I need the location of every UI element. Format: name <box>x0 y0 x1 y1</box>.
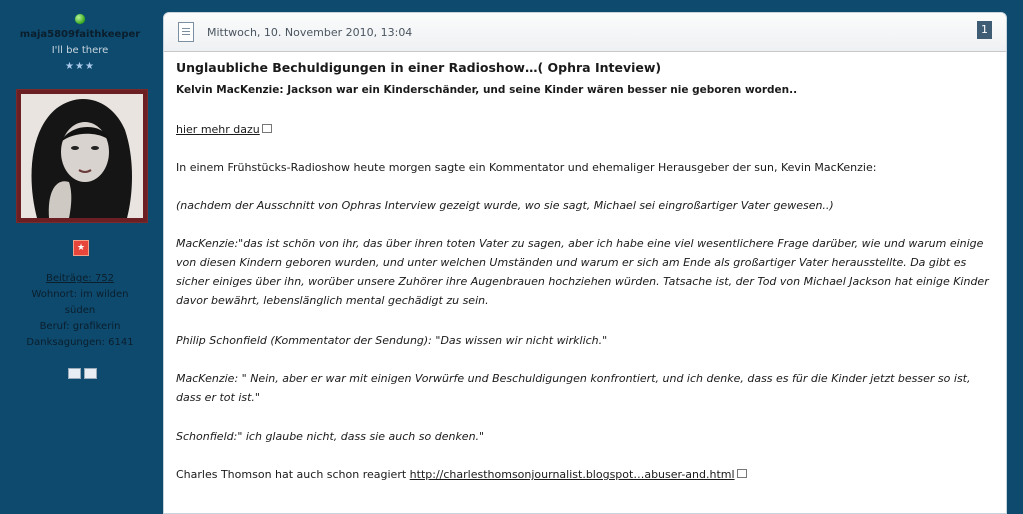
posts-count-link[interactable]: Beiträge: 752 <box>45 273 115 284</box>
paragraph-schonfield-quote: Philip Schonfield (Kommentator der Sendung): "Das wissen wir nicht wirklich." <box>176 334 608 347</box>
location-line1: Wohnort: im wilden <box>31 289 129 300</box>
paragraph-mackenzie-reply: MacKenzie: " Nein, aber er war mit einigen Vorwürfe und Beschuldigungen konfrontiert, und ich denke, dass es für die Kinder jetzt besser so ist, dass er tot ist." <box>176 372 971 404</box>
post-number-link[interactable]: 1 <box>977 21 992 39</box>
paragraph-intro: In einem Frühstücks-Radioshow heute morgen sagte ein Kommentator und ehemaliger Herausgeber der sun, Kevin MacKenzie: <box>176 161 877 174</box>
more-info-link[interactable]: hier mehr dazu <box>176 123 260 136</box>
username[interactable]: maja5809faithkeeper <box>19 29 141 40</box>
more-link-paragraph <box>176 120 991 139</box>
post-title: Unglaubliche Bechuldigungen in einer Radioshow…( Ophra Inteview) <box>176 60 662 75</box>
job: Beruf: grafikerin <box>39 321 121 332</box>
thanks-count: Danksagungen: 6141 <box>26 337 134 348</box>
paragraph-schonfield-reply: Schonfield:" ich glaube nicht, dass sie auch so denken." <box>176 430 485 443</box>
award-icon: ★ <box>73 240 89 256</box>
blog-link[interactable]: http://charlesthomsonjournalist.blogspot…abuser-and.html <box>409 468 735 481</box>
post-subtitle: Kelvin MacKenzie: Jackson war ein Kinderschänder, und seine Kinder wären besser nie geboren worden.. <box>176 84 798 96</box>
paragraph-mackenzie-quote: MacKenzie:"das ist schön von ihr, das über ihren toten Vater zu sagen, aber ich habe eine viel wesentlichere Frage darüber, wie und warum einige von diesen Kindern geboren wurden, und unter welchen Umständen und warum er sich am Ende als großartiger Vater herausstellte. Da gibt es sicher einiges über ihn, worüber unsere Zuhörer ihre Augenbrauen hochziehen würden. Tatsache ist, der Tod von Michael Jackson hat einige Kinder davor bewährt, lebenslänglich mental gechädigt zu sein. <box>176 237 989 307</box>
post-date: Mittwoch, 10. November 2010, 13:04 <box>207 26 413 39</box>
post-header <box>164 13 1006 52</box>
user-stats <box>10 271 150 351</box>
avatar-image <box>17 90 147 222</box>
email-icon[interactable] <box>84 368 97 379</box>
contact-icons <box>64 368 104 380</box>
location-line2: süden <box>64 305 96 316</box>
forum-post <box>163 12 1007 514</box>
paragraph-context: (nachdem der Ausschnitt von Ophras Interview gezeigt wurde, wo sie sagt, Michael sei eingroßartiger Vater gewesen..) <box>176 199 834 212</box>
external-link-icon <box>737 469 747 478</box>
avatar[interactable] <box>16 89 148 223</box>
rank-stars: ★★★ <box>65 61 95 72</box>
thomson-text: Charles Thomson hat auch schon reagiert <box>176 468 410 481</box>
external-link-icon <box>262 124 272 133</box>
paragraph-thomson <box>176 465 991 484</box>
profile-card-icon[interactable] <box>68 368 81 379</box>
user-sidebar <box>0 0 160 501</box>
document-icon <box>178 22 194 42</box>
online-status-icon <box>75 14 85 24</box>
user-title: I'll be there <box>51 45 109 56</box>
